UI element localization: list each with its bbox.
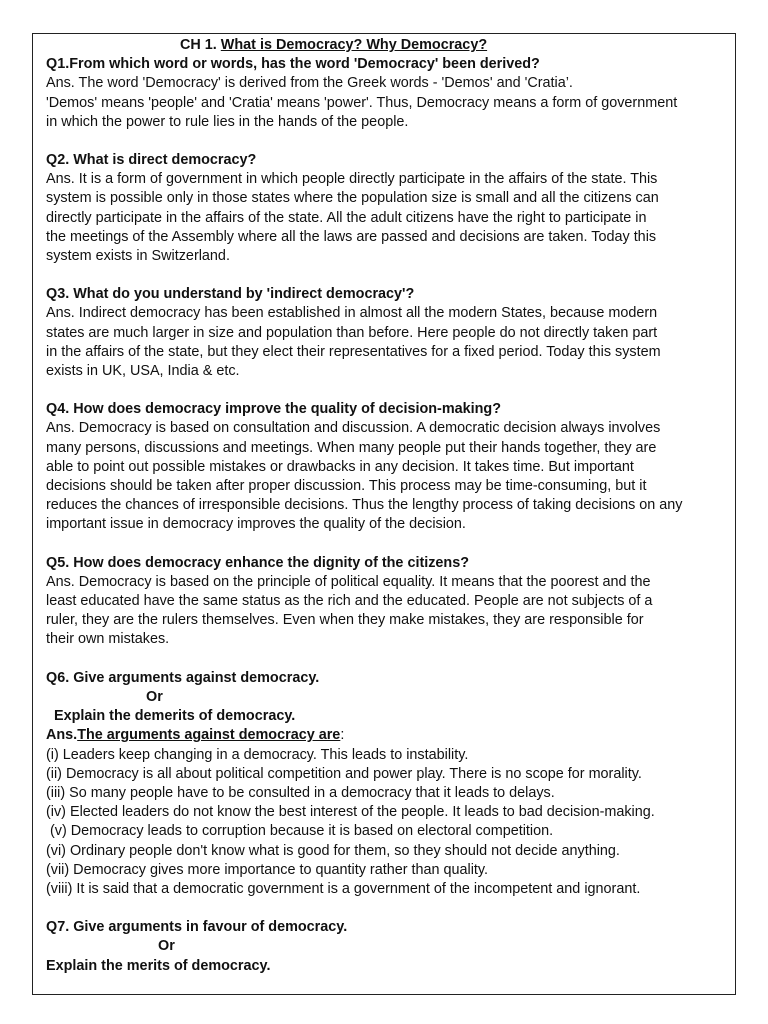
chapter-title: CH 1. What is Democracy? Why Democracy? (180, 37, 488, 53)
q6-or: Or (146, 688, 163, 705)
q3-answer-line: in the affairs of the state, but they elect their representatives for a fixed period. Today this system (46, 343, 661, 360)
q7-or: Or (158, 938, 175, 955)
q4-answer-line: reduces the chances of irresponsible decisions. Thus the lengthy process of taking decisions on any (46, 497, 683, 514)
q4-answer-line: decisions should be taken after proper discussion. This process may be time-consuming, but it (46, 478, 647, 495)
q4-answer-line: important issue in democracy improves the quality of the decision. (46, 516, 466, 533)
q4-question: Q4. How does democracy improve the quality of decision-making? (46, 401, 502, 418)
q2-answer-line: Ans. It is a form of government in which people directly participate in the affairs of the state. This (46, 171, 658, 188)
q5-answer-line: least educated have the same status as the rich and the educated. People are not subjects of a (46, 593, 653, 610)
q3-question: Q3. What do you understand by 'indirect democracy'? (46, 286, 415, 303)
q5-answer-line: their own mistakes. (46, 631, 170, 648)
q2-answer-line: system exists in Switzerland. (46, 248, 230, 265)
q6-point: (i) Leaders keep changing in a democracy. This leads to instability. (46, 746, 469, 763)
q3-answer-line: states are much larger in size and population than before. Here people do not directly taken part (46, 324, 658, 341)
q1-answer-line: Ans. The word 'Democracy' is derived from the Greek words - 'Demos' and 'Cratia’. (46, 75, 573, 92)
document-body (46, 36, 736, 976)
q1-question: Q1.From which word or words, has the word 'Democracy' been derived? (46, 56, 540, 73)
q4-answer-line: Ans. Democracy is based on consultation and discussion. A democratic decision always involves (46, 420, 661, 437)
q3-answer-line: exists in UK, USA, India & etc. (46, 363, 240, 380)
q1-answer-line: in which the power to rule lies in the hands of the people. (46, 113, 409, 130)
q6-point: (vii) Democracy gives more importance to quantity rather than quality. (46, 861, 489, 878)
q4-answer-line: able to point out possible mistakes or drawbacks in any decision. It takes time. But important (46, 458, 634, 475)
q7-alt-question: Explain the merits of democracy. (46, 957, 271, 974)
q4-answer-line: many persons, discussions and meetings. When many people put their hands together, they are (46, 439, 657, 456)
q6-point: (iv) Elected leaders do not know the best interest of the people. It leads to bad decision-making. (46, 804, 655, 821)
q2-question: Q2. What is direct democracy? (46, 152, 257, 169)
q5-answer-line: Ans. Democracy is based on the principle of political equality. It means that the poorest and the (46, 573, 651, 590)
q6-alt-question: Explain the demerits of democracy. (54, 708, 296, 725)
q5-answer-line: ruler, they are the rulers themselves. Even when they make mistakes, they are responsible for (46, 612, 644, 629)
q1-answer-line: 'Demos' means 'people' and 'Cratia' means 'power'. Thus, Democracy means a form of government (46, 94, 678, 111)
q6-point: (v) Democracy leads to corruption because it is based on electoral competition. (46, 823, 554, 840)
q2-answer-line: directly participate in the affairs of the state. All the adult citizens have the right to participate in (46, 209, 647, 226)
q6-point: (viii) It is said that a democratic government is a government of the incompetent and ignorant. (46, 880, 641, 897)
q6-question: Q6. Give arguments against democracy. (46, 669, 320, 686)
q2-answer-line: the meetings of the Assembly where all the laws are passed and decisions are taken. Today this (46, 228, 657, 245)
q6-answer-heading: Ans.The arguments against democracy are: (46, 727, 345, 744)
q6-point: (ii) Democracy is all about political competition and power play. There is no scope for morality. (46, 765, 642, 782)
q7-question: Q7. Give arguments in favour of democracy. (46, 919, 348, 936)
q2-answer-line: system is possible only in those states where the population size is small and all the citizens can (46, 190, 659, 207)
q6-point: (vi) Ordinary people don't know what is good for them, so they should not decide anything. (46, 842, 620, 859)
q3-answer-line: Ans. Indirect democracy has been established in almost all the modern States, because modern (46, 305, 658, 322)
q6-point: (iii) So many people have to be consulted in a democracy that it leads to delays. (46, 784, 555, 801)
q5-question: Q5. How does democracy enhance the dignity of the citizens? (46, 554, 470, 571)
